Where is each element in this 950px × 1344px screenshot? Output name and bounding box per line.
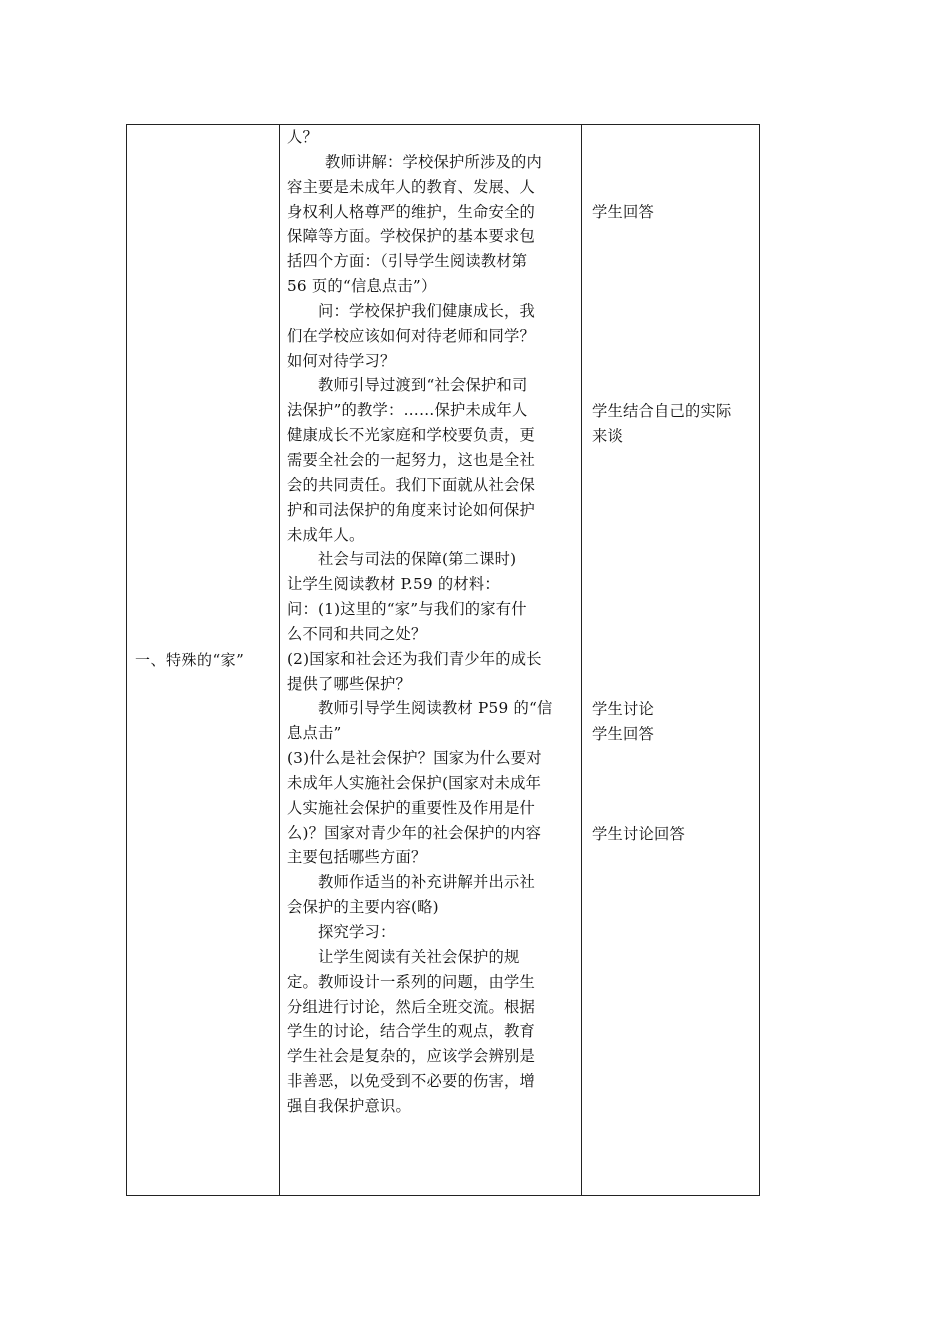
teacher-line: 们在学校应该如何对待老师和同学？ <box>287 326 535 345</box>
teacher-line: 提供了哪些保护？ <box>287 674 411 693</box>
student-note: 学生讨论 <box>592 700 654 718</box>
teacher-line: 会保护的主要内容(略) <box>287 898 439 917</box>
teacher-line: 定。教师设计一系列的问题，由学生 <box>287 972 535 991</box>
teacher-line: 容主要是未成年人的教育、发展、人 <box>287 177 535 196</box>
teacher-line: 社会与司法的保障(第二课时) <box>318 550 517 569</box>
teacher-line: 主要包括哪些方面？ <box>287 848 427 867</box>
stage-title: 一、特殊的“家” <box>135 650 245 669</box>
teacher-line: 问：学校保护我们健康成长，我 <box>318 301 535 320</box>
student-note: 学生讨论回答 <box>592 825 685 843</box>
student-note: 来谈 <box>592 427 623 445</box>
teacher-line: 非善恶，以免受到不必要的伤害，增 <box>287 1072 535 1091</box>
student-activity-cell <box>582 125 760 1196</box>
teacher-line: 强自我保护意识。 <box>287 1096 411 1115</box>
teacher-line: 探究学习： <box>318 923 396 941</box>
teacher-line: 需要全社会的一起努力，这也是全社 <box>287 450 535 469</box>
teacher-line: 未成年人实施社会保护(国家对未成年 <box>287 773 542 792</box>
teacher-line: 让学生阅读有关社会保护的规 <box>318 947 520 966</box>
teacher-line: 如何对待学习？ <box>287 351 396 370</box>
teacher-line: 法保护”的教学：……保护未成年人 <box>287 401 528 420</box>
table-row <box>127 125 760 1196</box>
teacher-line: 问：(1)这里的“家”与我们的家有什 <box>287 600 527 619</box>
teacher-line: (2)国家和社会还为我们青少年的成长 <box>287 649 542 668</box>
lesson-plan-table <box>126 124 760 1196</box>
teacher-line: 分组进行讨论，然后全班交流。根据 <box>287 997 535 1016</box>
student-note: 学生回答 <box>592 203 654 221</box>
teacher-line: 健康成长不光家庭和学校要负责，更 <box>287 426 535 445</box>
teacher-line: 身权利人格尊严的维护，生命安全的 <box>287 202 535 221</box>
teacher-line: 56 页的“信息点击”） <box>287 277 437 296</box>
teacher-line: 教师引导过渡到“社会保护和司 <box>318 376 528 395</box>
teacher-line: 人实施社会保护的重要性及作用是什 <box>287 798 535 817</box>
teacher-line: 让学生阅读教材 P.59 的材料： <box>287 575 500 594</box>
teacher-line: 人？ <box>287 128 318 146</box>
teacher-line: 教师引导学生阅读教材 P59 的“信 <box>318 699 553 718</box>
teacher-line: 息点击” <box>287 724 342 743</box>
teacher-line: 么)？国家对青少年的社会保护的内容 <box>287 823 542 842</box>
teacher-line: 护和司法保护的角度来讨论如何保护 <box>287 500 535 519</box>
teacher-line: (3)什么是社会保护？国家为什么要对 <box>287 749 542 768</box>
student-note: 学生结合自己的实际 <box>592 402 732 420</box>
stage-cell <box>127 125 280 1196</box>
teacher-line: 会的共同责任。我们下面就从社会保 <box>287 475 535 494</box>
teacher-line: 教师作适当的补充讲解并出示社 <box>318 873 535 892</box>
student-note: 学生回答 <box>592 725 654 743</box>
teacher-line: 未成年人。 <box>287 525 365 544</box>
teacher-activity-cell <box>280 125 582 1196</box>
teacher-line: 学生的讨论，结合学生的观点，教育 <box>287 1022 535 1041</box>
teacher-line: 保障等方面。学校保护的基本要求包 <box>287 227 535 246</box>
teacher-line: 括四个方面：（引导学生阅读教材第 <box>287 252 528 271</box>
teacher-line: 学生社会是复杂的，应该学会辨别是 <box>287 1047 535 1066</box>
teacher-line: 教师讲解：学校保护所涉及的内 <box>325 152 542 171</box>
teacher-line: 么不同和共同之处？ <box>287 624 427 643</box>
